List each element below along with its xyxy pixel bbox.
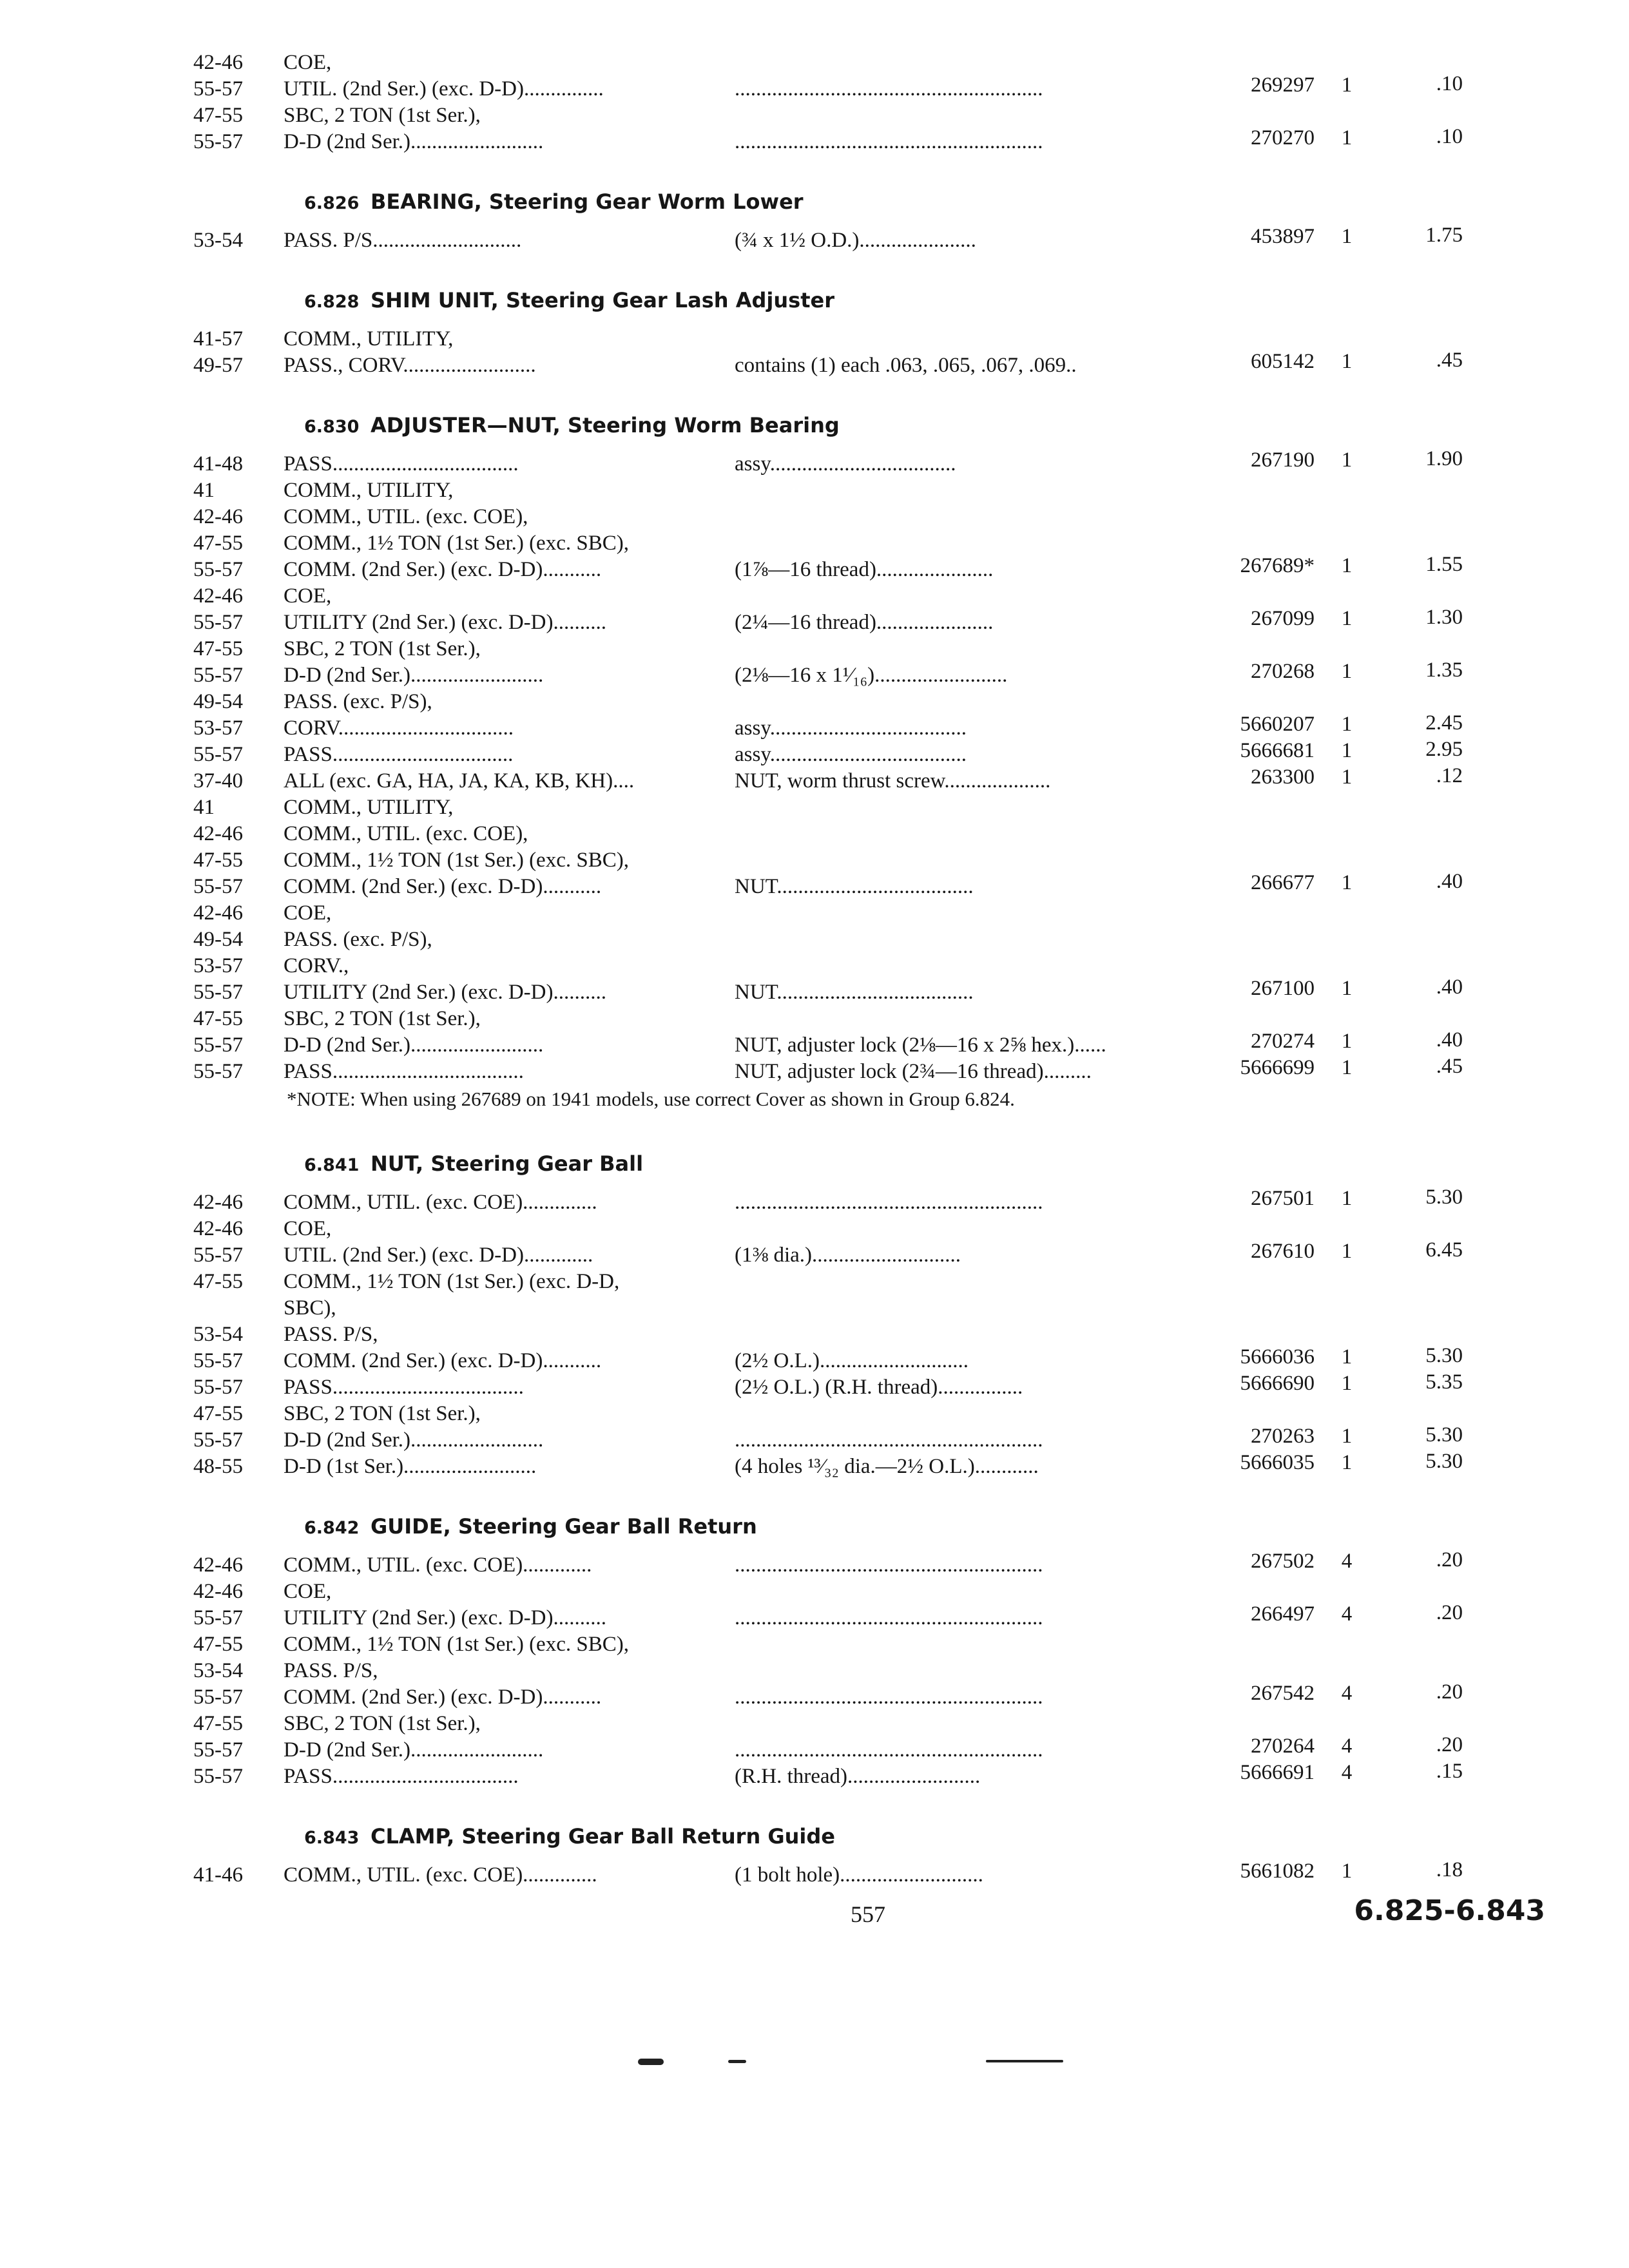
part-number: 270270 bbox=[1251, 126, 1315, 149]
model-years: 42-46 bbox=[193, 505, 243, 528]
part-number: 267689* bbox=[1240, 554, 1315, 577]
description: NUT, adjuster lock (2⅛—16 x 2⅝ hex.)...... bbox=[735, 1033, 1106, 1057]
part-number: 266677 bbox=[1251, 871, 1315, 894]
application: COMM., 1½ TON (1st Ser.) (exc. SBC), bbox=[284, 849, 629, 872]
model-years: 55-57 bbox=[193, 1738, 243, 1762]
quantity: 1 bbox=[1341, 1187, 1353, 1210]
description: (1⅞—16 thread)...................... bbox=[735, 558, 994, 581]
catalog-row bbox=[0, 447, 1629, 478]
quantity: 1 bbox=[1341, 1240, 1353, 1263]
model-years: 55-57 bbox=[193, 1376, 243, 1399]
application: COMM., UTIL. (exc. COE), bbox=[284, 822, 528, 845]
price: .20 bbox=[1436, 1548, 1463, 1571]
price: 5.30 bbox=[1425, 1344, 1463, 1367]
description: NUT, worm thrust screw.................... bbox=[735, 769, 1051, 793]
catalog-row bbox=[0, 820, 1629, 848]
group-title: GUIDE, Steering Gear Ball Return bbox=[371, 1514, 757, 1539]
price: .20 bbox=[1436, 1733, 1463, 1756]
model-years: 55-57 bbox=[193, 743, 243, 766]
price: .10 bbox=[1436, 72, 1463, 95]
part-number: 269297 bbox=[1251, 73, 1315, 97]
price: 5.35 bbox=[1425, 1370, 1463, 1394]
quantity: 1 bbox=[1341, 739, 1353, 762]
model-years: 53-54 bbox=[193, 1323, 243, 1346]
model-years: 55-57 bbox=[193, 875, 243, 898]
model-years: 47-55 bbox=[193, 1633, 243, 1656]
catalog-row bbox=[0, 1762, 1629, 1791]
application: UTILITY (2nd Ser.) (exc. D-D).......... bbox=[284, 981, 606, 1004]
quantity: 4 bbox=[1341, 1735, 1353, 1758]
model-years: 41 bbox=[193, 479, 215, 502]
model-years: 37-40 bbox=[193, 769, 243, 793]
part-number: 270268 bbox=[1251, 660, 1315, 683]
price: 2.45 bbox=[1425, 711, 1463, 735]
application: PASS.................................... bbox=[284, 1060, 524, 1083]
description: (2½ O.L.)............................ bbox=[735, 1349, 969, 1372]
price: .20 bbox=[1436, 1601, 1463, 1624]
price: 6.45 bbox=[1425, 1238, 1463, 1262]
part-number: 267502 bbox=[1251, 1550, 1315, 1573]
price: .40 bbox=[1436, 870, 1463, 893]
model-years: 49-57 bbox=[193, 354, 243, 377]
part-number: 267501 bbox=[1251, 1187, 1315, 1210]
model-years: 55-57 bbox=[193, 130, 243, 153]
quantity: 1 bbox=[1341, 660, 1353, 683]
part-number: 266497 bbox=[1251, 1602, 1315, 1626]
catalog-row bbox=[0, 1370, 1629, 1401]
catalog-row bbox=[0, 1238, 1629, 1269]
scan-mark bbox=[728, 2060, 746, 2063]
model-years: 55-57 bbox=[193, 1606, 243, 1629]
quantity: 1 bbox=[1341, 1056, 1353, 1079]
quantity: 1 bbox=[1341, 554, 1353, 577]
application: PASS. (exc. P/S), bbox=[284, 690, 432, 713]
application: COMM. (2nd Ser.) (exc. D-D)........... bbox=[284, 1686, 602, 1709]
group-number: 6.841 bbox=[304, 1155, 360, 1175]
description: (1⅜ dia.)............................ bbox=[735, 1244, 961, 1267]
model-years: 49-54 bbox=[193, 690, 243, 713]
price: 1.30 bbox=[1425, 606, 1463, 629]
application: D-D (2nd Ser.)......................... bbox=[284, 1428, 544, 1452]
model-years: 41-46 bbox=[193, 1863, 243, 1887]
description: assy................................... bbox=[735, 452, 956, 476]
model-years: 47-55 bbox=[193, 532, 243, 555]
catalog-row bbox=[0, 1601, 1629, 1632]
model-years: 53-54 bbox=[193, 1659, 243, 1682]
model-years: 55-57 bbox=[193, 1033, 243, 1057]
catalog-row bbox=[0, 503, 1629, 531]
catalog-row bbox=[0, 1267, 1629, 1296]
description: .......................................................... bbox=[735, 1686, 1043, 1709]
part-number: 5666681 bbox=[1240, 739, 1315, 762]
model-years: 55-57 bbox=[193, 611, 243, 634]
application: COE, bbox=[284, 1217, 332, 1240]
quantity: 4 bbox=[1341, 1682, 1353, 1705]
part-number: 267542 bbox=[1251, 1682, 1315, 1705]
description: (1 bolt hole)........................... bbox=[735, 1863, 983, 1887]
quantity: 1 bbox=[1341, 1372, 1353, 1395]
model-years: 42-46 bbox=[193, 1191, 243, 1214]
application: COE, bbox=[284, 1580, 332, 1603]
group-title: BEARING, Steering Gear Worm Lower bbox=[371, 189, 804, 214]
model-years: 47-55 bbox=[193, 1712, 243, 1735]
group-title: ADJUSTER—NUT, Steering Worm Bearing bbox=[371, 413, 840, 437]
application: SBC, 2 TON (1st Ser.), bbox=[284, 637, 481, 660]
application: D-D (2nd Ser.)......................... bbox=[284, 1033, 544, 1057]
application: COMM., UTIL. (exc. COE).............. bbox=[284, 1191, 597, 1214]
quantity: 1 bbox=[1341, 713, 1353, 736]
catalog-row bbox=[0, 1858, 1629, 1889]
application: COMM., 1½ TON (1st Ser.) (exc. SBC), bbox=[284, 1633, 629, 1656]
application: PASS. P/S, bbox=[284, 1323, 378, 1346]
catalog-row bbox=[0, 1057, 1629, 1086]
application: COMM., 1½ TON (1st Ser.) (exc. SBC), bbox=[284, 532, 629, 555]
application: COMM., 1½ TON (1st Ser.) (exc. D-D, bbox=[284, 1270, 620, 1293]
model-years: 55-57 bbox=[193, 77, 243, 101]
description: assy..................................... bbox=[735, 743, 967, 766]
application: COE, bbox=[284, 901, 332, 925]
catalog-row bbox=[0, 226, 1629, 255]
description: (¾ x 1½ O.D.)...................... bbox=[735, 229, 976, 252]
quantity: 1 bbox=[1341, 350, 1353, 373]
model-years: 55-57 bbox=[193, 1349, 243, 1372]
application: COMM., UTILITY, bbox=[284, 327, 454, 351]
catalog-row bbox=[0, 555, 1629, 584]
catalog-row bbox=[0, 1680, 1629, 1711]
part-number: 5666699 bbox=[1240, 1056, 1315, 1079]
part-number: 5666691 bbox=[1240, 1761, 1315, 1784]
model-years: 47-55 bbox=[193, 637, 243, 660]
quantity: 1 bbox=[1341, 977, 1353, 1000]
model-years: 42-46 bbox=[193, 901, 243, 925]
price: 5.30 bbox=[1425, 1450, 1463, 1473]
price: 1.35 bbox=[1425, 658, 1463, 682]
application: COMM., UTIL. (exc. COE).............. bbox=[284, 1863, 597, 1887]
part-number: 263300 bbox=[1251, 765, 1315, 789]
description: .......................................................... bbox=[735, 1606, 1043, 1629]
model-years: 42-46 bbox=[193, 584, 243, 608]
catalog-row bbox=[0, 125, 1629, 156]
part-number: 5666036 bbox=[1240, 1345, 1315, 1369]
catalog-row bbox=[0, 764, 1629, 795]
part-number: 605142 bbox=[1251, 350, 1315, 373]
model-years: 55-57 bbox=[193, 1765, 243, 1788]
application: CORV................................. bbox=[284, 716, 514, 740]
catalog-row bbox=[0, 1630, 1629, 1658]
description: (2⅛—16 x 1¹⁄₁₆)......................... bbox=[735, 664, 1008, 687]
price: .10 bbox=[1436, 125, 1463, 148]
price: .40 bbox=[1436, 975, 1463, 999]
model-years: 47-55 bbox=[193, 1402, 243, 1425]
price: 1.90 bbox=[1425, 447, 1463, 470]
model-years: 48-55 bbox=[193, 1455, 243, 1478]
price: 1.55 bbox=[1425, 553, 1463, 576]
price: .45 bbox=[1436, 349, 1463, 372]
quantity: 1 bbox=[1341, 225, 1353, 248]
description: .......................................................... bbox=[735, 1428, 1043, 1452]
description: (2¼—16 thread)...................... bbox=[735, 611, 994, 634]
model-years: 41-57 bbox=[193, 327, 243, 351]
catalog-row bbox=[0, 1188, 1629, 1216]
application: PASS................................... bbox=[284, 1765, 519, 1788]
part-number: 453897 bbox=[1251, 225, 1315, 248]
application: SBC, 2 TON (1st Ser.), bbox=[284, 104, 481, 127]
price: .20 bbox=[1436, 1680, 1463, 1704]
description: contains (1) each .063, .065, .067, .069.. bbox=[735, 354, 1077, 377]
catalog-row bbox=[0, 351, 1629, 380]
application: D-D (2nd Ser.)......................... bbox=[284, 664, 544, 687]
price: 1.75 bbox=[1425, 224, 1463, 247]
description: .......................................................... bbox=[735, 1191, 1043, 1214]
price: .40 bbox=[1436, 1028, 1463, 1052]
application: PASS.................................... bbox=[284, 1376, 524, 1399]
quantity: 1 bbox=[1341, 73, 1353, 97]
part-number: 5660207 bbox=[1240, 713, 1315, 736]
quantity: 1 bbox=[1341, 1345, 1353, 1369]
application: UTILITY (2nd Ser.) (exc. D-D).......... bbox=[284, 1606, 606, 1629]
description: .......................................................... bbox=[735, 130, 1043, 153]
model-years: 41-48 bbox=[193, 452, 243, 476]
description: NUT..................................... bbox=[735, 875, 974, 898]
quantity: 1 bbox=[1341, 1451, 1353, 1474]
description: (R.H. thread)......................... bbox=[735, 1765, 981, 1788]
group-title: CLAMP, Steering Gear Ball Return Guide bbox=[371, 1824, 835, 1849]
part-number: 267099 bbox=[1251, 607, 1315, 630]
quantity: 1 bbox=[1341, 607, 1353, 630]
price: 2.95 bbox=[1425, 738, 1463, 761]
description: NUT..................................... bbox=[735, 981, 974, 1004]
part-number: 267610 bbox=[1251, 1240, 1315, 1263]
scan-mark bbox=[638, 2059, 664, 2065]
model-years: 42-46 bbox=[193, 822, 243, 845]
group-title: NUT, Steering Gear Ball bbox=[371, 1151, 644, 1176]
application: UTILITY (2nd Ser.) (exc. D-D).......... bbox=[284, 611, 606, 634]
scan-mark bbox=[986, 2060, 1063, 2062]
model-years: 55-57 bbox=[193, 1428, 243, 1452]
quantity: 1 bbox=[1341, 1860, 1353, 1883]
description: NUT, adjuster lock (2¾—16 thread)......... bbox=[735, 1060, 1092, 1083]
part-number: 5666690 bbox=[1240, 1372, 1315, 1395]
model-years: 55-57 bbox=[193, 664, 243, 687]
quantity: 1 bbox=[1341, 871, 1353, 894]
model-years: 41 bbox=[193, 796, 215, 819]
description: .......................................................... bbox=[735, 1738, 1043, 1762]
model-years: 55-57 bbox=[193, 1060, 243, 1083]
model-years: 53-57 bbox=[193, 716, 243, 740]
price: .45 bbox=[1436, 1055, 1463, 1078]
model-years: 55-57 bbox=[193, 981, 243, 1004]
quantity: 1 bbox=[1341, 448, 1353, 472]
application: PASS. P/S............................ bbox=[284, 229, 522, 252]
description: (2½ O.L.) (R.H. thread)................ bbox=[735, 1376, 1023, 1399]
model-years: 42-46 bbox=[193, 1217, 243, 1240]
quantity: 4 bbox=[1341, 1602, 1353, 1626]
group-range: 6.825-6.843 bbox=[1354, 1894, 1545, 1927]
application: COE, bbox=[284, 584, 332, 608]
description: (4 holes ¹³⁄₃₂ dia.—2½ O.L.)............ bbox=[735, 1455, 1039, 1478]
group-number: 6.843 bbox=[304, 1828, 360, 1848]
catalog-row bbox=[0, 72, 1629, 103]
application: D-D (2nd Ser.)......................... bbox=[284, 130, 544, 153]
application: SBC, 2 TON (1st Ser.), bbox=[284, 1402, 481, 1425]
price: 5.30 bbox=[1425, 1423, 1463, 1446]
model-years: 47-55 bbox=[193, 1270, 243, 1293]
quantity: 1 bbox=[1341, 1425, 1353, 1448]
quantity: 1 bbox=[1341, 1030, 1353, 1053]
quantity: 4 bbox=[1341, 1761, 1353, 1784]
group-title: SHIM UNIT, Steering Gear Lash Adjuster bbox=[371, 288, 834, 312]
catalog-row bbox=[0, 608, 1629, 637]
quantity: 1 bbox=[1341, 765, 1353, 789]
application: D-D (1st Ser.)......................... bbox=[284, 1455, 537, 1478]
catalog-row bbox=[0, 872, 1629, 901]
page-number: 557 bbox=[851, 1901, 885, 1927]
catalog-row bbox=[0, 975, 1629, 1006]
model-years: 55-57 bbox=[193, 1244, 243, 1267]
model-years: 49-54 bbox=[193, 928, 243, 951]
model-years: 53-54 bbox=[193, 229, 243, 252]
part-number: 270264 bbox=[1251, 1735, 1315, 1758]
description: .......................................................... bbox=[735, 77, 1043, 101]
part-number: 270263 bbox=[1251, 1425, 1315, 1448]
application: SBC), bbox=[284, 1296, 336, 1320]
application: COMM., UTILITY, bbox=[284, 479, 454, 502]
model-years: 42-46 bbox=[193, 1553, 243, 1577]
application: COMM., UTIL. (exc. COE), bbox=[284, 505, 528, 528]
part-number: 267100 bbox=[1251, 977, 1315, 1000]
model-years: 47-55 bbox=[193, 849, 243, 872]
group-number: 6.830 bbox=[304, 417, 360, 437]
application: SBC, 2 TON (1st Ser.), bbox=[284, 1712, 481, 1735]
model-years: 55-57 bbox=[193, 558, 243, 581]
part-number: 5661082 bbox=[1240, 1860, 1315, 1883]
model-years: 53-57 bbox=[193, 954, 243, 977]
catalog-row bbox=[0, 658, 1629, 689]
catalog-row bbox=[0, 793, 1629, 822]
application: CORV., bbox=[284, 954, 349, 977]
price: 5.30 bbox=[1425, 1186, 1463, 1209]
application: COMM. (2nd Ser.) (exc. D-D)........... bbox=[284, 558, 602, 581]
quantity: 1 bbox=[1341, 126, 1353, 149]
price: .12 bbox=[1436, 764, 1463, 787]
application: ALL (exc. GA, HA, JA, KA, KB, KH).... bbox=[284, 769, 635, 793]
application: PASS. (exc. P/S), bbox=[284, 928, 432, 951]
group-number: 6.826 bbox=[304, 193, 360, 213]
part-number: 5666035 bbox=[1240, 1451, 1315, 1474]
application: UTIL. (2nd Ser.) (exc. D-D)............... bbox=[284, 77, 604, 101]
description: assy..................................... bbox=[735, 716, 967, 740]
model-years: 47-55 bbox=[193, 1007, 243, 1030]
quantity: 4 bbox=[1341, 1550, 1353, 1573]
catalog-row bbox=[0, 925, 1629, 954]
application: PASS................................... bbox=[284, 452, 519, 476]
part-number: 267190 bbox=[1251, 448, 1315, 472]
catalog-row bbox=[0, 899, 1629, 927]
application: PASS., CORV......................... bbox=[284, 354, 536, 377]
model-years: 42-46 bbox=[193, 1580, 243, 1603]
application: COMM., UTILITY, bbox=[284, 796, 454, 819]
catalog-row bbox=[0, 1548, 1629, 1579]
model-years: 55-57 bbox=[193, 1686, 243, 1709]
description: .......................................................... bbox=[735, 1553, 1043, 1577]
model-years: 47-55 bbox=[193, 104, 243, 127]
application: PASS. P/S, bbox=[284, 1659, 378, 1682]
catalog-row bbox=[0, 1452, 1629, 1481]
price: .15 bbox=[1436, 1760, 1463, 1783]
group-number: 6.842 bbox=[304, 1518, 360, 1538]
application: COMM. (2nd Ser.) (exc. D-D)........... bbox=[284, 1349, 602, 1372]
catalog-row bbox=[0, 476, 1629, 505]
application: COMM., UTIL. (exc. COE)............. bbox=[284, 1553, 592, 1577]
footnote: *NOTE: When using 267689 on 1941 models, use correct Cover as shown in Group 6.824. bbox=[287, 1088, 1015, 1110]
application: COE, bbox=[284, 51, 332, 74]
application: SBC, 2 TON (1st Ser.), bbox=[284, 1007, 481, 1030]
application: COMM. (2nd Ser.) (exc. D-D)........... bbox=[284, 875, 602, 898]
application: PASS.................................. bbox=[284, 743, 514, 766]
application: D-D (2nd Ser.)......................... bbox=[284, 1738, 544, 1762]
model-years: 42-46 bbox=[193, 51, 243, 74]
part-number: 270274 bbox=[1251, 1030, 1315, 1053]
application: UTIL. (2nd Ser.) (exc. D-D)............. bbox=[284, 1244, 593, 1267]
group-number: 6.828 bbox=[304, 292, 360, 312]
price: .18 bbox=[1436, 1858, 1463, 1881]
catalog-row bbox=[0, 1294, 1629, 1322]
